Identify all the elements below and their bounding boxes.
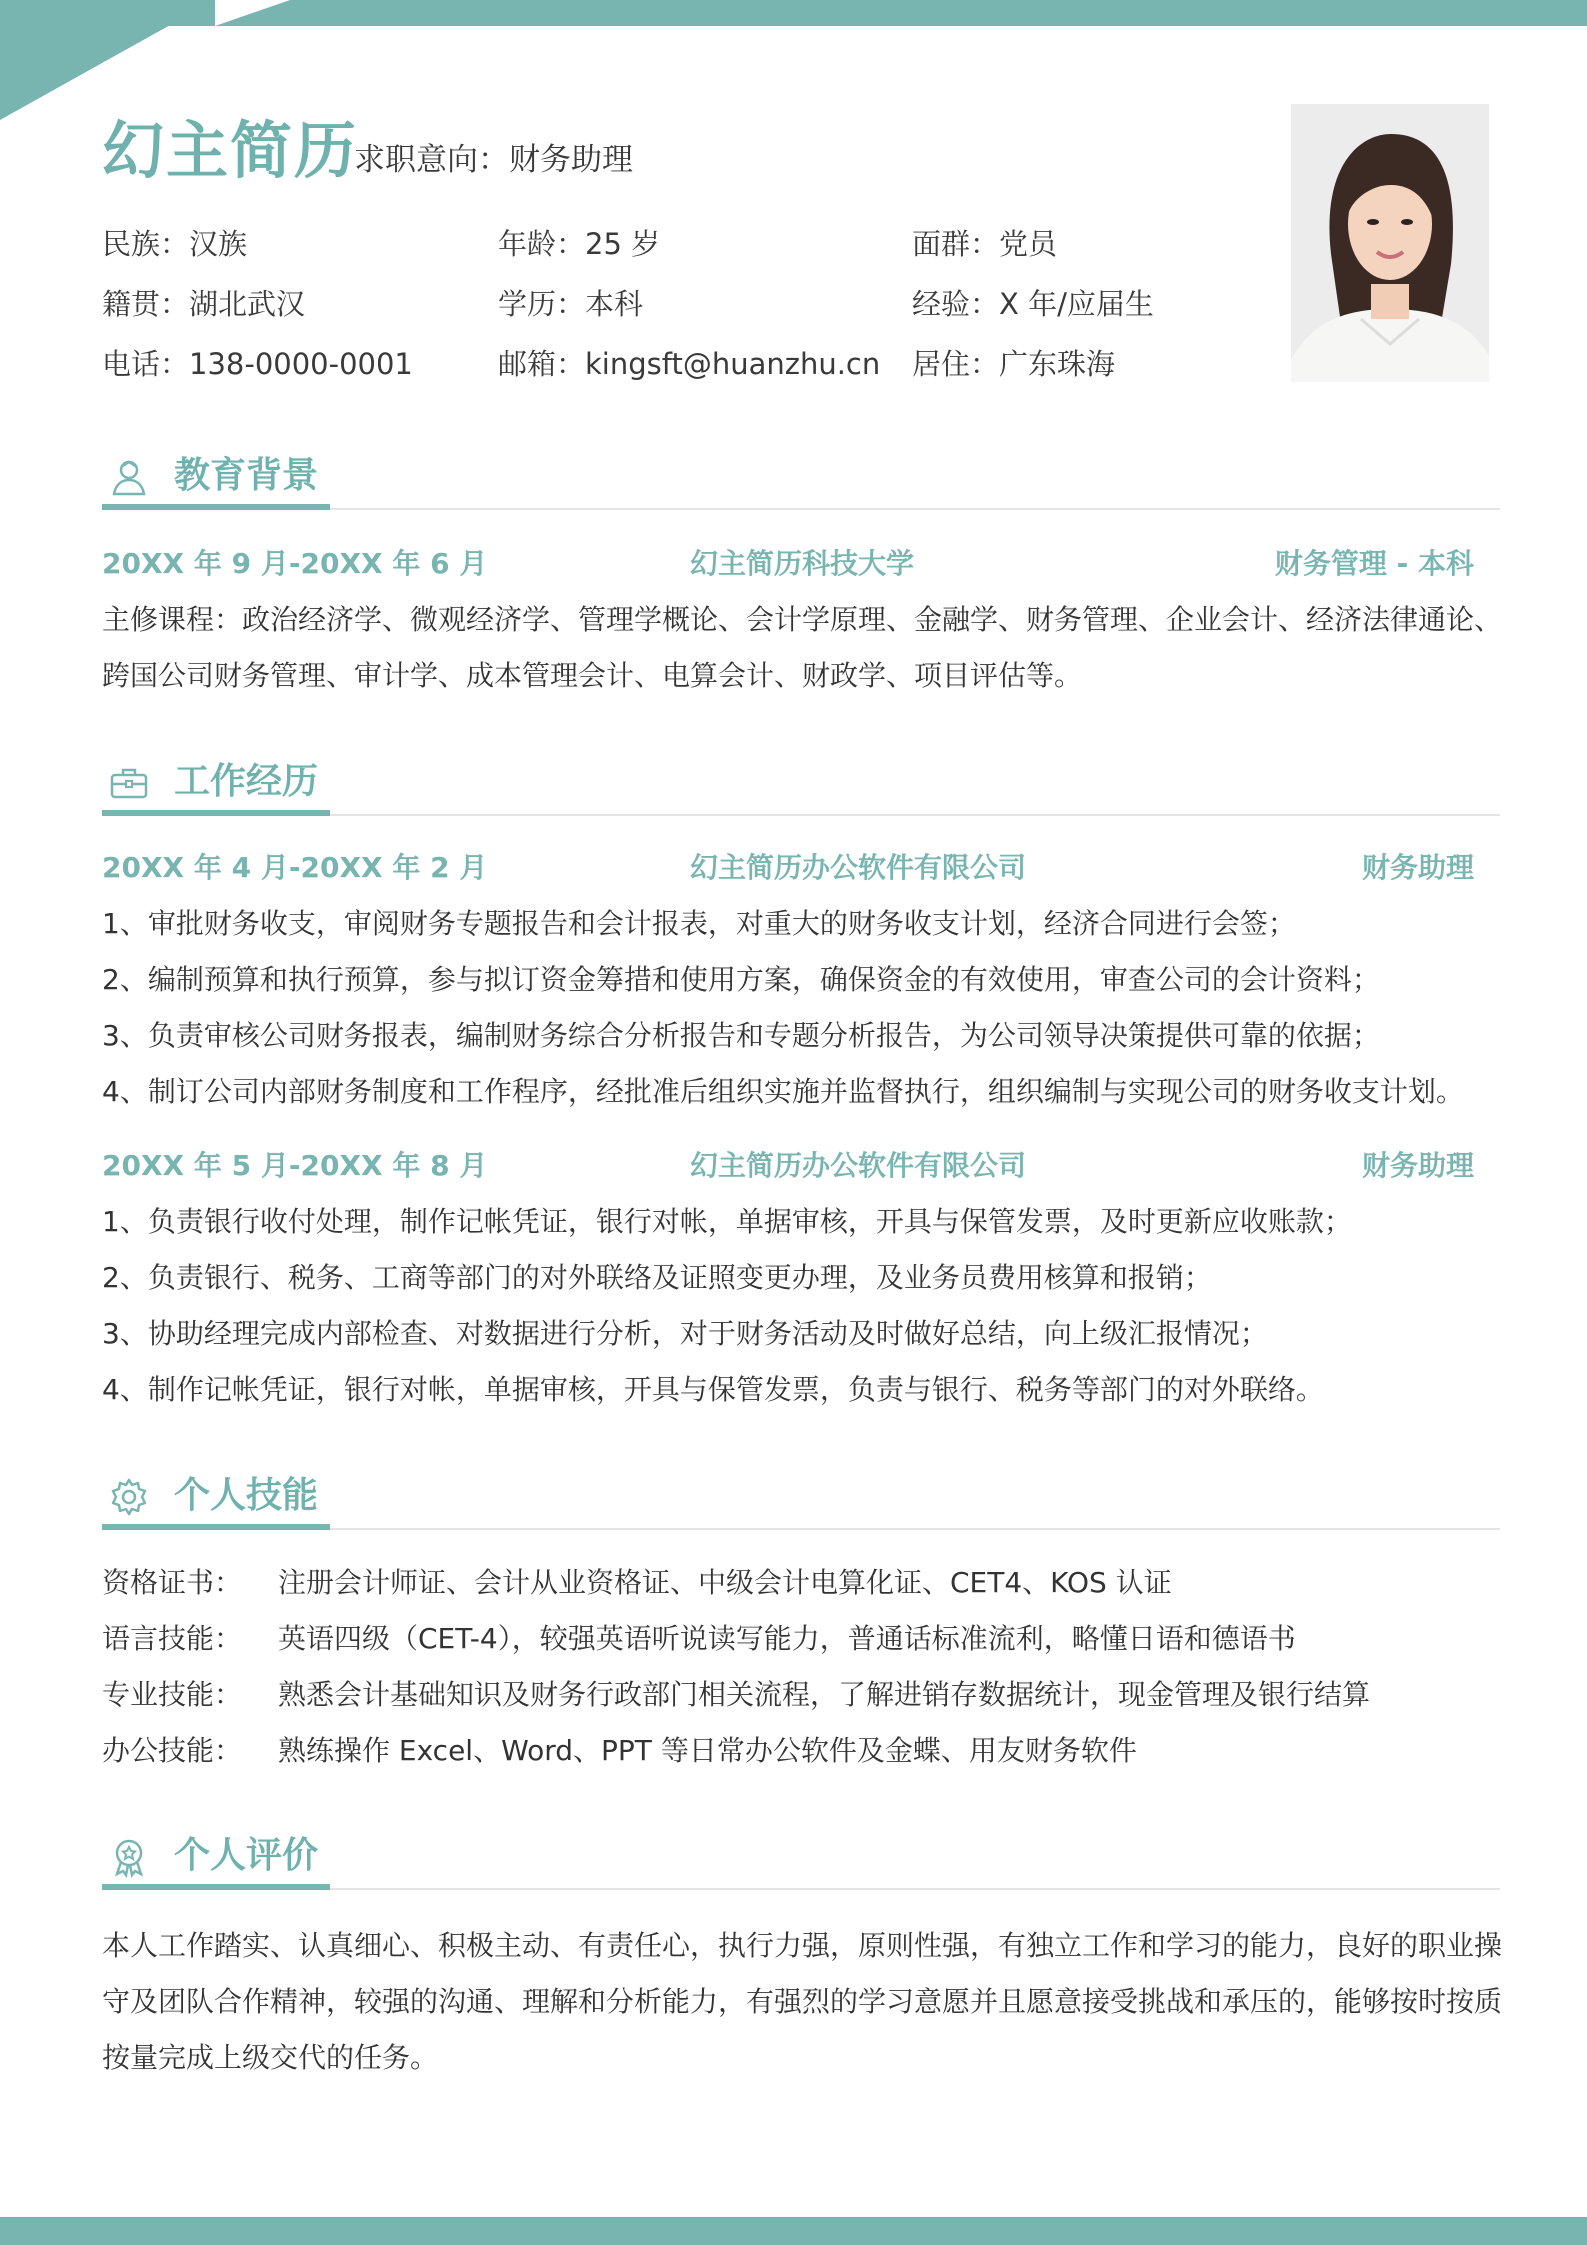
self-evaluation-text: 本人工作踏实、认真细心、积极主动、有责任心，执行力强，原则性强，有独立工作和学习的能力，良好的职业操守及团队合作精神，较强的沟通、理解和分析能力，有强烈的学习意愿并且愿意接受挑战和承压的，能够按时按质按量完成上级交代的任务。 (102, 1929, 1503, 2074)
section-evaluation-title: 个人评价 (174, 1835, 319, 1876)
section-accent-bar (102, 810, 330, 816)
skill-row-certificates (102, 1555, 1502, 1611)
skill-value: 注册会计师证、会计从业资格证、中级会计电算化证、CET4、KOS 认证 (278, 1566, 1172, 1599)
corner-decor-gap (215, 0, 290, 26)
profile-photo-illustration (1291, 104, 1489, 382)
list-item: 1、审批财务收支，审阅财务专题报告和会计报表，对重大的财务收支计划，经济合同进行会签； (102, 907, 1296, 940)
info-residence: 居住：广东珠海 (912, 347, 1116, 381)
skill-row-professional (102, 1667, 1502, 1723)
section-skills-title: 个人技能 (174, 1475, 319, 1516)
skill-row-language (102, 1611, 1502, 1667)
briefcase-icon (108, 762, 150, 804)
job-1-role: 财务助理 (1361, 851, 1474, 884)
list-item: 2、负责银行、税务、工商等部门的对外联络及证照变更办理，及业务员费用核算和报销； (102, 1261, 1212, 1294)
list-item: 1、负责银行收付处理，制作记帐凭证，银行对帐，单据审核，开具与保管发票，及时更新应收账款； (102, 1205, 1352, 1238)
skill-value: 熟练操作 Excel、Word、PPT 等日常办公软件及金蝶、用友财务软件 (278, 1734, 1137, 1767)
skill-label: 专业技能： (102, 1678, 243, 1711)
job-1-date: 20XX 年 4 月-20XX 年 2 月 (102, 851, 488, 884)
skill-label: 资格证书： (102, 1566, 243, 1599)
job-objective: 求职意向：财务助理 (354, 142, 633, 178)
section-accent-bar (102, 504, 330, 510)
skills-list (102, 1555, 1502, 1779)
resume-name: 幻主简历 (102, 114, 359, 187)
skill-label: 办公技能： (102, 1734, 243, 1767)
section-work-header (102, 760, 1500, 816)
job-1-duties (102, 896, 1522, 1120)
info-experience: 经验：X 年/应届生 (912, 287, 1154, 321)
education-school: 幻主简历科技大学 (690, 547, 915, 580)
bottom-decor-bar (0, 2217, 1587, 2245)
info-hometown: 籍贯：湖北武汉 (102, 287, 306, 321)
job-2-company: 幻主简历办公软件有限公司 (690, 1149, 1027, 1182)
info-phone: 电话：138-0000-0001 (102, 347, 413, 381)
section-accent-bar (102, 1524, 330, 1530)
section-work-title: 工作经历 (174, 761, 319, 802)
gear-icon (108, 1476, 150, 1518)
job-2-date: 20XX 年 5 月-20XX 年 8 月 (102, 1149, 488, 1182)
info-education: 学历：本科 (498, 287, 644, 321)
info-age: 年龄：25 岁 (498, 227, 661, 261)
job-2-row (102, 1146, 1474, 1186)
education-row (102, 544, 1474, 584)
job-1-row (102, 848, 1474, 888)
education-date: 20XX 年 9 月-20XX 年 6 月 (102, 547, 488, 580)
list-item: 2、编制预算和执行预算，参与拟订资金筹措和使用方案，确保资金的有效使用，审查公司的会计资料； (102, 963, 1380, 996)
education-major: 财务管理 - 本科 (1274, 547, 1474, 580)
skill-value: 熟悉会计基础知识及财务行政部门相关流程，了解进销存数据统计，现金管理及银行结算 (278, 1678, 1371, 1711)
info-political: 面群：党员 (912, 227, 1058, 261)
list-item: 4、制作记帐凭证，银行对帐，单据审核，开具与保管发票，负责与银行、税务等部门的对外联络。 (102, 1373, 1324, 1406)
section-accent-bar (102, 1884, 330, 1890)
section-education-header (102, 454, 1500, 510)
section-education-title: 教育背景 (174, 455, 319, 496)
list-item: 4、制订公司内部财务制度和工作程序，经批准后组织实施并监督执行，组织编制与实现公司的财务收支计划。 (102, 1075, 1464, 1108)
section-skills-header (102, 1474, 1500, 1530)
corner-decor-triangle (0, 0, 215, 120)
graduate-icon (108, 456, 150, 498)
list-item: 3、协助经理完成内部检查、对数据进行分析，对于财务活动及时做好总结，向上级汇报情况； (102, 1317, 1268, 1350)
job-2-role: 财务助理 (1361, 1149, 1474, 1182)
skill-value: 英语四级（CET-4），较强英语听说读写能力，普通话标准流利，略懂日语和德语书 (278, 1622, 1296, 1655)
info-email: 邮箱：kingsft@huanzhu.cn (498, 347, 881, 381)
education-courses: 主修课程：政治经济学、微观经济学、管理学概论、会计学原理、金融学、财务管理、企业会计、经济法律通论、跨国公司财务管理、审计学、成本管理会计、电算会计、财政学、项目评估等。 (102, 603, 1503, 692)
job-1-company: 幻主简历办公软件有限公司 (690, 851, 1027, 884)
job-2-duties (102, 1194, 1522, 1418)
skill-label: 语言技能： (102, 1622, 243, 1655)
profile-photo (1291, 104, 1489, 382)
skill-row-office (102, 1723, 1502, 1779)
info-ethnicity: 民族：汉族 (102, 227, 248, 261)
list-item: 3、负责审核公司财务报表，编制财务综合分析报告和专题分析报告，为公司领导决策提供可靠的依据； (102, 1019, 1380, 1052)
section-evaluation-header (102, 1834, 1500, 1890)
award-icon (108, 1836, 150, 1878)
